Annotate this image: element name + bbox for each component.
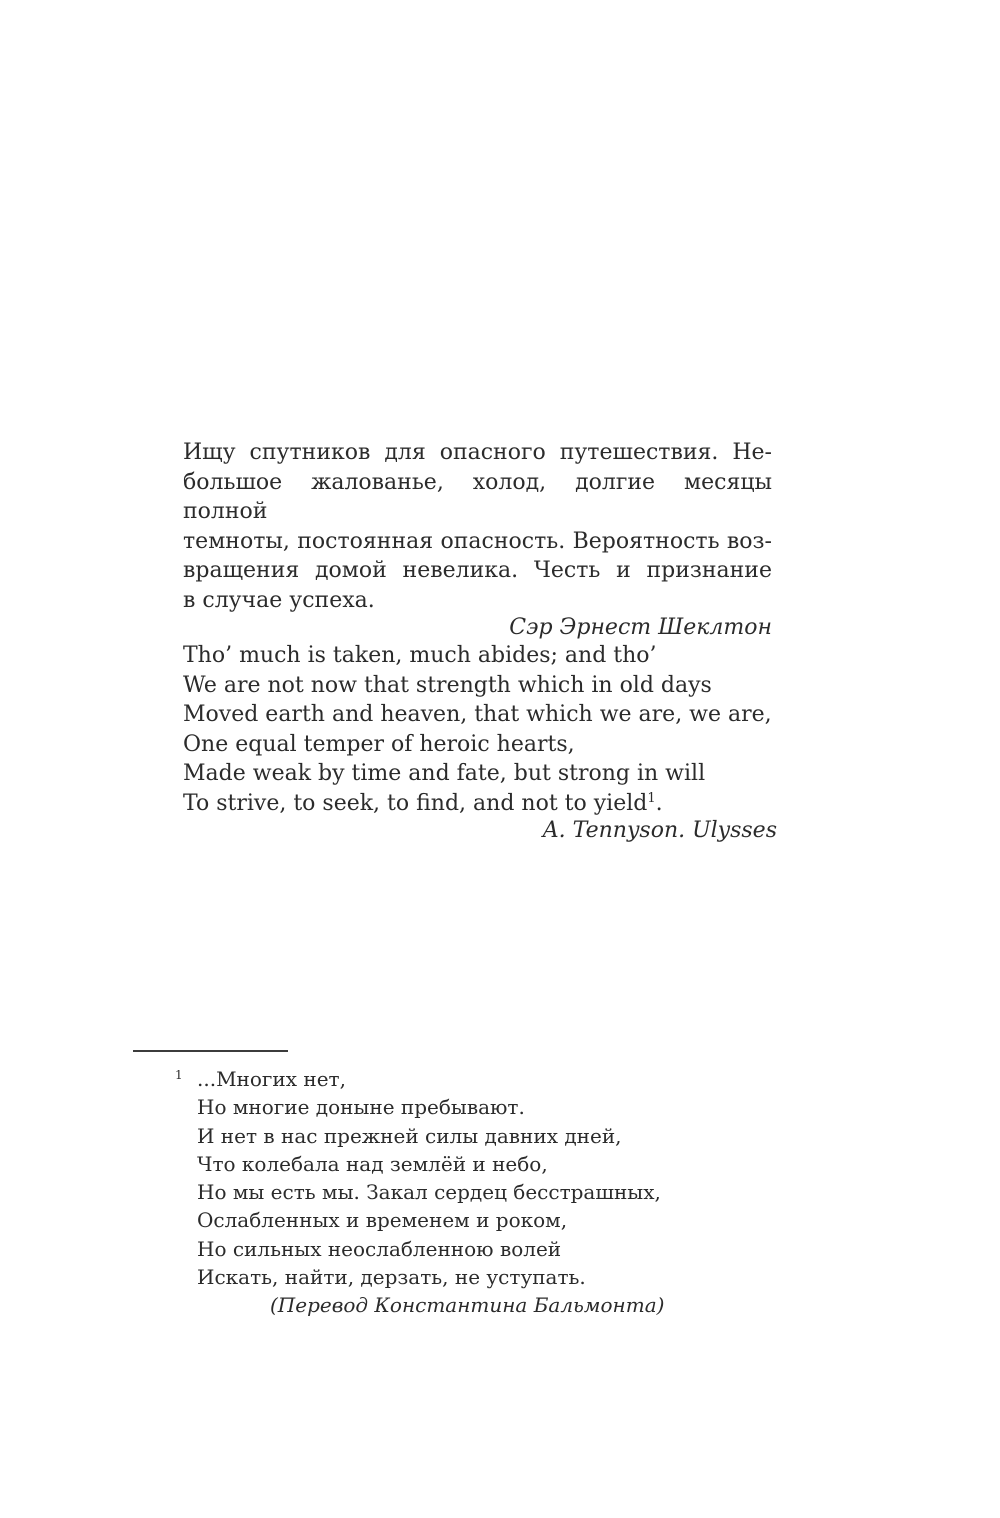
epigraph-russian-attribution: Сэр Эрнест Шеклтон — [509, 615, 772, 640]
poem-line: One equal temper of heroic hearts, — [183, 731, 575, 757]
paragraph-line: Ищу спутников для опасного путешествия. Не- — [183, 440, 772, 465]
footnote — [133, 1050, 773, 1320]
footnote-marker: 1 — [175, 1068, 183, 1082]
poem-line: Tho’ much is taken, much abides; and tho’ — [183, 643, 657, 668]
paragraph-line: темноты, постоянная опасность. Вероятность воз- — [183, 528, 772, 554]
epigraph-english — [183, 641, 777, 846]
paragraph-line: вращения домой невелика. Честь и признание — [183, 558, 772, 583]
epigraph-russian-paragraph — [183, 438, 772, 615]
poem-line: Made weak by time and fate, but strong in will — [183, 761, 706, 786]
footnote-body — [175, 1065, 773, 1320]
poem-line-text: To strive, to seek, to find, and not to yield — [183, 790, 648, 816]
footnote-line: Но мы есть мы. Закал сердец бесстрашных, — [197, 1180, 661, 1205]
paragraph-line: в случае успеха. — [183, 587, 375, 613]
epigraph-english-attribution: A. Tennyson. Ulysses — [542, 818, 777, 843]
poem-line: We are not now that strength which in old days — [183, 672, 712, 698]
footnote-translation-credit: (Перевод Константина Бальмонта) — [270, 1293, 665, 1318]
footnote-line: Искать, найти, дерзать, не уступать. — [197, 1265, 586, 1290]
footnote-line: Ослабленных и временем и роком, — [197, 1208, 568, 1233]
footnote-reference: 1 — [647, 790, 656, 806]
poem-line — [183, 789, 777, 819]
footnote-line-text: ...Многих нет, — [197, 1067, 346, 1091]
epigraph-russian — [183, 438, 772, 643]
poem-line-text: . — [655, 790, 663, 816]
poem-line: Moved earth and heaven, that which we are, we are, — [183, 702, 772, 727]
paragraph-line: большое жалованье, холод, долгие месяцы полной — [183, 469, 772, 524]
footnote-line: Но сильных неослабленною волей — [197, 1236, 562, 1261]
footnote-rule — [133, 1050, 288, 1052]
footnote-line — [175, 1065, 773, 1093]
footnote-line: Что колебала над землёй и небо, — [197, 1151, 548, 1176]
footnote-line: И нет в нас прежней силы давних дней, — [197, 1123, 622, 1148]
footnote-line: Но многие доныне пребывают. — [197, 1095, 525, 1120]
